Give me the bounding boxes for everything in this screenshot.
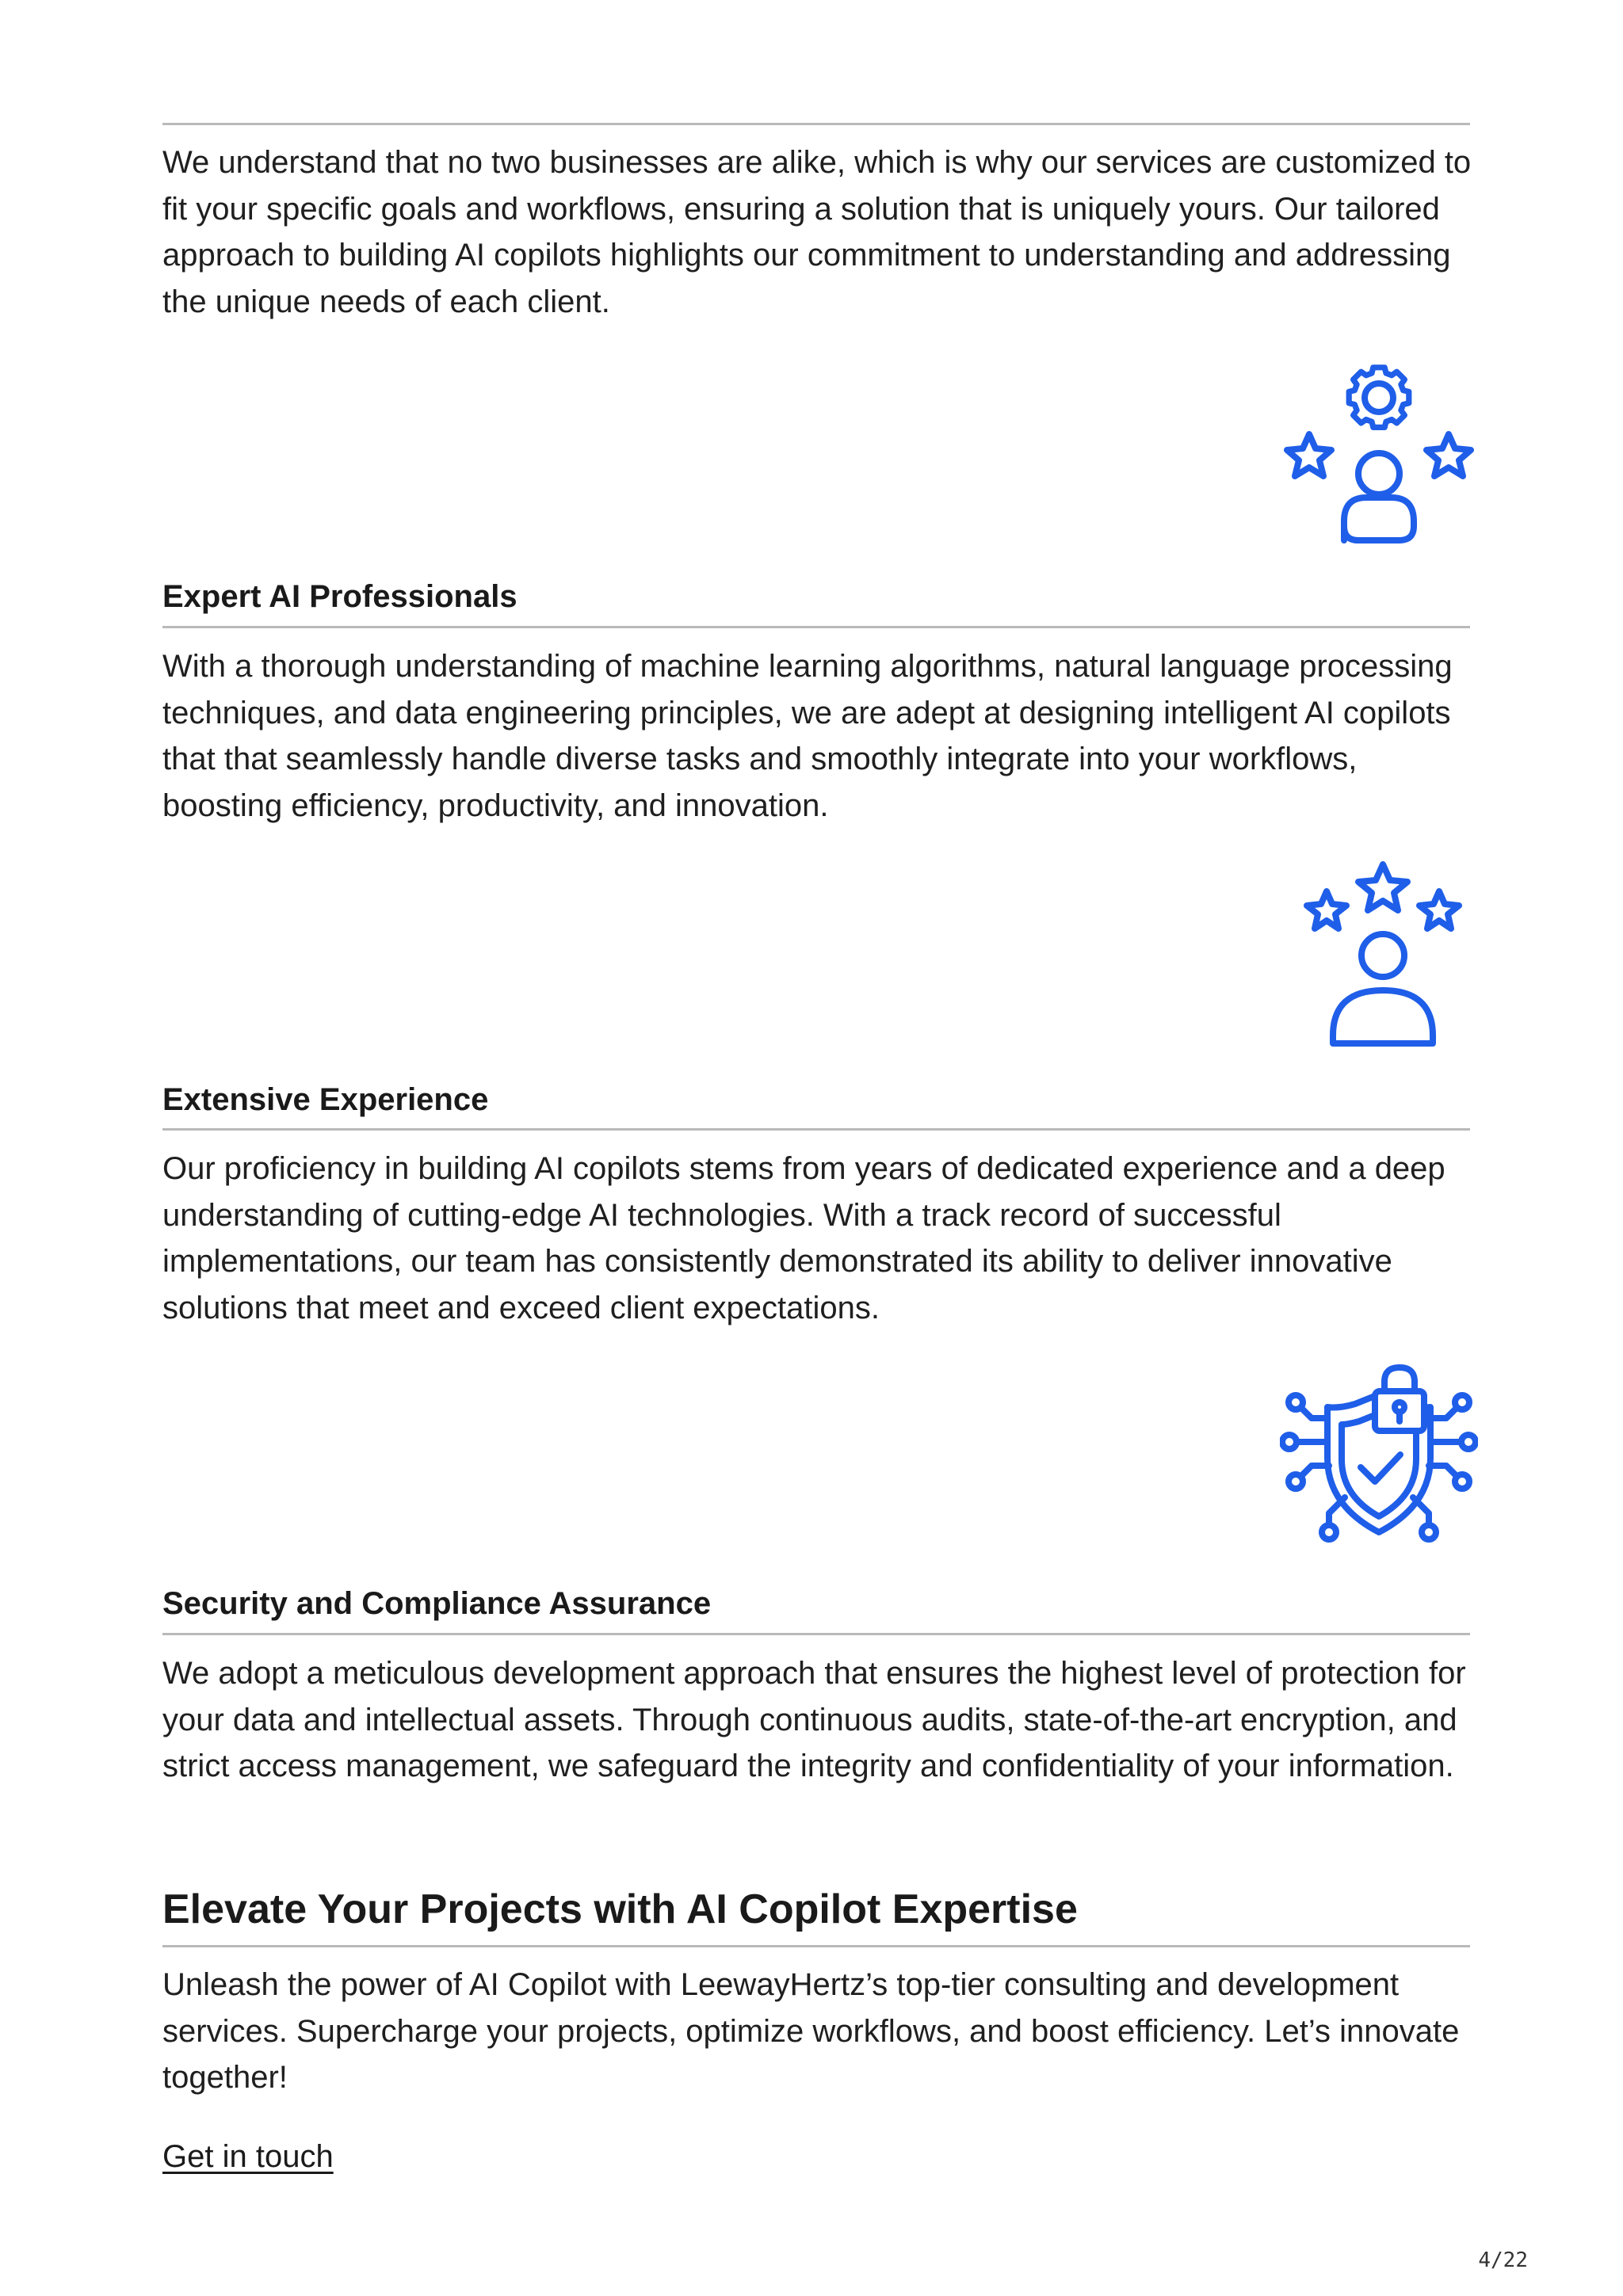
gear-user-stars-icon <box>1284 358 1474 548</box>
cta-title: Elevate Your Projects with AI Copilot Expertise <box>162 1886 1078 1932</box>
security-paragraph: We adopt a meticulous development approach that ensures the highest level of protection for your data and intellectual assets. Through continuous audits, state-of-the-art encryption, and strict access management, we safeguard the integrity and confidentiality of your information. <box>162 1656 1466 1783</box>
intro-paragraph: We understand that no two businesses are alike, which is why our services are customized to fit your specific goals and workflows, ensuring a solution that is uniquely yours. Our tailored approach to building AI copilots highlights our commitment to understanding and addressing the unique needs of each client. <box>162 145 1472 319</box>
expert-title: Expert AI Professionals <box>162 579 517 614</box>
experience-divider <box>162 1128 1470 1131</box>
experience-paragraph: Our proficiency in building AI copilots stems from years of dedicated experience and a deep understanding of cutting-edge AI technologies. With a track record of successful implementations, our team has consistently demonstrated its ability to deliver innovative solutions that meet and exceed client expectations. <box>162 1151 1445 1325</box>
get-in-touch-link[interactable]: Get in touch <box>162 2139 334 2174</box>
experience-title: Extensive Experience <box>162 1082 489 1117</box>
cta-paragraph: Unleash the power of AI Copilot with LeewayHertz’s top-tier consulting and development services. Supercharge your projects, optimize workflows, and boost efficiency. Let’s innovate together! <box>162 1967 1460 2095</box>
page-number: 4/22 <box>1478 2248 1528 2272</box>
top-divider <box>162 123 1470 125</box>
security-divider <box>162 1633 1470 1635</box>
cta-divider <box>162 1945 1470 1947</box>
security-shield-lock-icon <box>1280 1363 1478 1553</box>
user-three-stars-icon <box>1292 860 1474 1050</box>
expert-divider <box>162 626 1470 628</box>
security-title: Security and Compliance Assurance <box>162 1586 712 1621</box>
expert-paragraph: With a thorough understanding of machine learning algorithms, natural language processing techniques, and data engineering principles, we are adept at designing intelligent AI copilots that that seamlessly handle diverse tasks and smoothly integrate into your workflows, boosting efficiency, productivity, and innovation. <box>162 649 1453 823</box>
